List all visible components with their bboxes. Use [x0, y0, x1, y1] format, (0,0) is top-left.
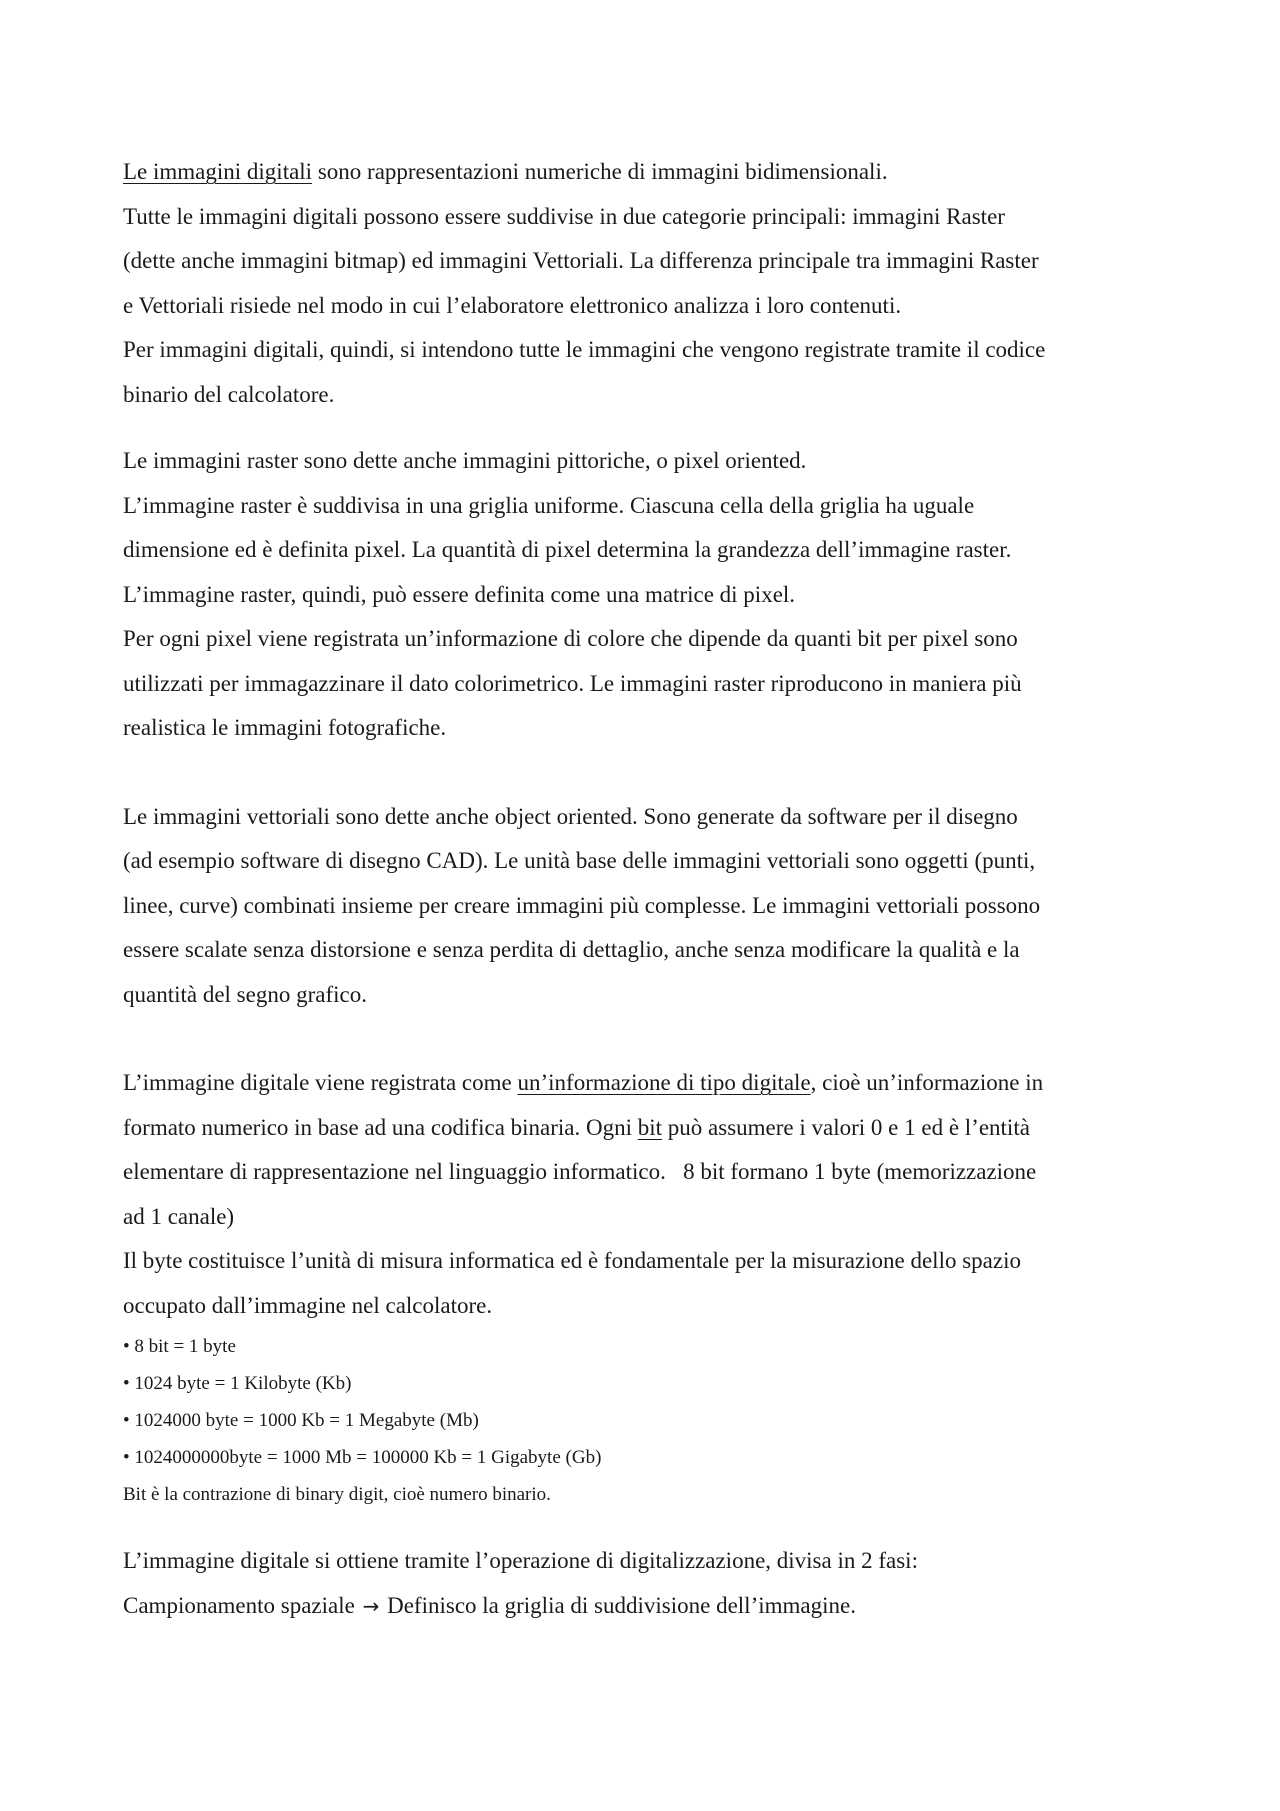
paragraph-gap: [123, 1513, 1183, 1539]
text-line: Il byte costituisce l’unità di misura informatica ed è fondamentale per la misurazione dello spazio: [123, 1248, 1021, 1273]
text-line: binario del calcolatore.: [123, 381, 335, 407]
paragraph-digital-images: [123, 150, 1183, 417]
list-item: • 1024 byte = 1 Kilobyte (Kb): [123, 1373, 352, 1394]
text-line: Le immagini raster sono dette anche immagini pittoriche, o pixel oriented.: [123, 448, 807, 473]
text-line: Le immagini vettoriali sono dette anche object oriented. Sono generate da software per il disegno: [123, 803, 1018, 829]
text-line: Le immagini digitali sono rappresentazioni numeriche di immagini bidimensionali.: [123, 159, 888, 184]
text-line: realistica le immagini fotografiche.: [123, 715, 447, 740]
paragraph-digital-information: [123, 1061, 1183, 1328]
text-line: dimensione ed è definita pixel. La quantità di pixel determina la grandezza dell’immagine raster.: [123, 537, 1012, 562]
list-item: • 8 bit = 1 byte: [123, 1336, 236, 1357]
document-body: [123, 150, 1183, 1628]
text-line: Per ogni pixel viene registrata un’informazione di colore che dipende da quanti bit per pixel sono: [123, 626, 1018, 651]
text-line: essere scalate senza distorsione e senza perdita di dettaglio, anche senza modificare la qualità e la: [123, 937, 1020, 962]
text-line: Tutte le immagini digitali possono essere suddivise in due categorie principali: immagini Raster: [123, 203, 1005, 229]
text-line: Campionamento spaziale → Definisco la griglia di suddivisione dell’immagine.: [123, 1584, 1183, 1629]
underlined-term: Le immagini digitali: [123, 159, 313, 184]
arrow-right-icon: →: [362, 1593, 380, 1618]
text-line: (ad esempio software di disegno CAD). Le unità base delle immagini vettoriali sono oggetti (punti,: [123, 848, 1036, 873]
paragraph-gap: [123, 417, 1183, 439]
list-item: • 1024000000byte = 1000 Mb = 100000 Kb = 1 Gigabyte (Gb): [123, 1447, 602, 1468]
text-line: elementare di rappresentazione nel linguaggio informatico. 8 bit formano 1 byte (memorizzazione: [123, 1159, 1037, 1184]
paragraph-digitization: [123, 1539, 1183, 1628]
paragraph-gap: [123, 751, 1183, 795]
text-line: utilizzati per immagazzinare il dato colorimetrico. Le immagini raster riproducono in maniera più: [123, 670, 1022, 696]
bit-note: Bit è la contrazione di binary digit, cioè numero binario.: [123, 1484, 551, 1505]
list-item: • 1024000 byte = 1000 Kb = 1 Megabyte (Mb): [123, 1410, 479, 1431]
text-line: linee, curve) combinati insieme per creare immagini più complesse. Le immagini vettoriali possono: [123, 892, 1041, 918]
paragraph-gap: [123, 1017, 1183, 1061]
text-line: quantità del segno grafico.: [123, 981, 367, 1007]
text-line: ad 1 canale): [123, 1203, 235, 1229]
text-line: L’immagine raster, quindi, può essere definita come una matrice di pixel.: [123, 581, 796, 607]
paragraph-raster-images: [123, 439, 1183, 751]
text-line: L’immagine digitale viene registrata come un’informazione di tipo digitale, cioè un’informazione in: [123, 1070, 1044, 1095]
text-line: Per immagini digitali, quindi, si intendono tutte le immagini che vengono registrate tramite il codice: [123, 337, 1046, 362]
paragraph-vector-images: [123, 795, 1183, 1018]
underlined-term: un’informazione di tipo digitale: [517, 1070, 811, 1095]
text-line: e Vettoriali risiede nel modo in cui l’elaboratore elettronico analizza i loro contenuti.: [123, 292, 902, 318]
text-line: formato numerico in base ad una codifica binaria. Ogni bit può assumere i valori 0 e 1 ed è l’entità: [123, 1114, 1030, 1140]
underlined-term: bit: [637, 1114, 663, 1140]
text-line: L’immagine raster è suddivisa in una griglia uniforme. Ciascuna cella della griglia ha uguale: [123, 492, 975, 518]
units-list: [123, 1328, 1183, 1476]
text-line: (dette anche immagini bitmap) ed immagini Vettoriali. La differenza principale tra immagini Raster: [123, 248, 1039, 273]
text-line: occupato dall’immagine nel calcolatore.: [123, 1292, 493, 1318]
text-line: L’immagine digitale si ottiene tramite l’operazione di digitalizzazione, divisa in 2 fasi:: [123, 1548, 918, 1573]
